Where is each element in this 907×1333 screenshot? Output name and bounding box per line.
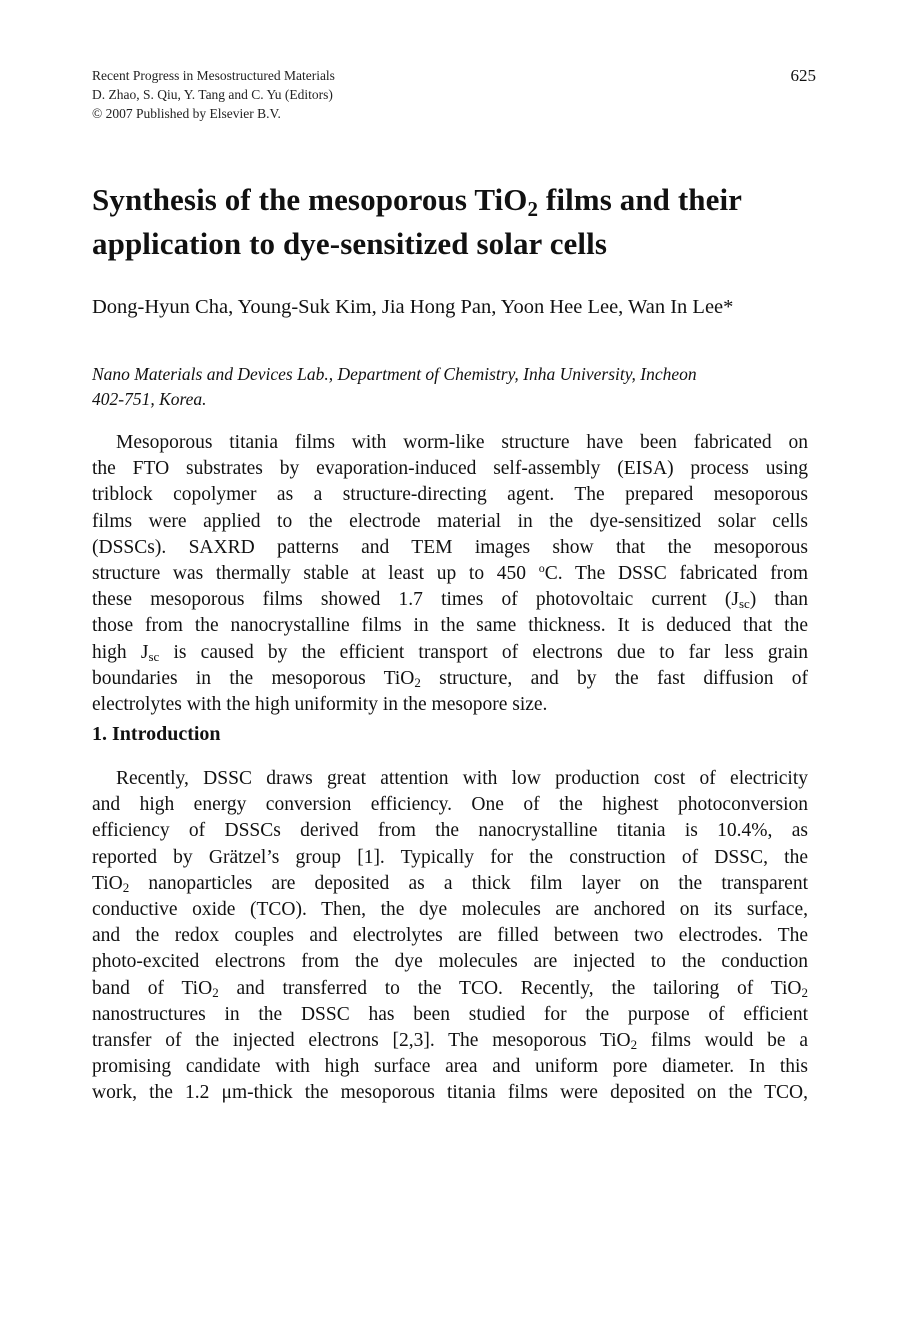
abstract-line: structure was thermally stable at least up to 450 $^o$C. The DSSC fabricated from (92, 561, 808, 585)
abstract-line: triblock copolymer as a structure-directing agent. The prepared mesoporous (92, 484, 808, 506)
body-line: photo-excited electrons from the dye molecules are injected to the conduction (92, 951, 808, 973)
body-line: and the redox couples and electrolytes are filled between two electrodes. The (92, 925, 808, 947)
body-line: promising candidate with high surface area and uniform pore diameter. In this (92, 1056, 808, 1078)
body-line: efficiency of DSSCs derived from the nanocrystalline titania is 10.4%, as (92, 820, 808, 842)
page-number: 625 (790, 66, 816, 85)
body-line: transfer of the injected electrons [2,3]. The mesoporous TiO$_2$ films would be a (92, 1030, 808, 1053)
body-line: conductive oxide (TCO). Then, the dye molecules are anchored on its surface, (92, 899, 808, 921)
editors-line: D. Zhao, S. Qiu, Y. Tang and C. Yu (Editors) (92, 87, 333, 102)
body-line: work, the 1.2 μm-thick the mesoporous titania films were deposited on the TCO, (92, 1082, 808, 1104)
abstract-line: films were applied to the electrode material in the dye-sensitized solar cells (92, 510, 808, 532)
section-heading-introduction: 1. Introduction (92, 723, 221, 745)
abstract (92, 430, 808, 718)
body-line: Recently, DSSC draws great attention with low production cost of electricity (116, 768, 808, 789)
introduction-body (92, 766, 808, 1107)
affiliation: Nano Materials and Devices Lab., Department of Chemistry, Inha University, Incheon 402-751, Korea. (92, 364, 697, 409)
abstract-line: (DSSCs). SAXRD patterns and TEM images show that the mesoporous (92, 536, 808, 558)
journal-title: Recent Progress in Mesostructured Materials (92, 68, 335, 83)
abstract-line: high $J_{sc}$ is caused by the efficient transport of electrons due to far less grain (92, 641, 808, 664)
abstract-line: boundaries in the mesoporous TiO$_2$ structure, and by the fast diffusion of (92, 667, 808, 690)
author-list: Dong-Hyun Cha, Young-Suk Kim, Jia Hong Pan, Yoon Hee Lee, Wan In Lee* (92, 296, 734, 318)
body-line: and high energy conversion efficiency. One of the highest photoconversion (92, 794, 808, 816)
abstract-line: electrolytes with the high uniformity in the mesopore size. (92, 694, 548, 716)
paper-title: Synthesis of the mesoporous TiO$_2$ films and their application to dye-sensitized solar cells (92, 182, 743, 261)
body-line: TiO$_2$ nanoparticles are deposited as a thick film layer on the transparent (92, 872, 808, 895)
running-head (92, 66, 816, 123)
abstract-line: the FTO substrates by evaporation-induced self-assembly (EISA) process using (92, 458, 808, 480)
body-line: band of TiO$_2$ and transferred to the TCO. Recently, the tailoring of TiO$_2$ (92, 977, 808, 1000)
body-line: reported by Grätzel’s group [1]. Typically for the construction of DSSC, the (92, 846, 808, 868)
abstract-line: those from the nanocrystalline films in the same thickness. It is deduced that the (92, 615, 808, 637)
body-line: nanostructures in the DSSC has been studied for the purpose of efficient (92, 1003, 808, 1025)
abstract-line: Mesoporous titania films with worm-like structure have been fabricated on (116, 432, 808, 453)
copyright-line: © 2007 Published by Elsevier B.V. (92, 106, 281, 121)
abstract-line: these mesoporous films showed 1.7 times of photovoltaic current $(J_{sc})$ than (92, 589, 808, 612)
